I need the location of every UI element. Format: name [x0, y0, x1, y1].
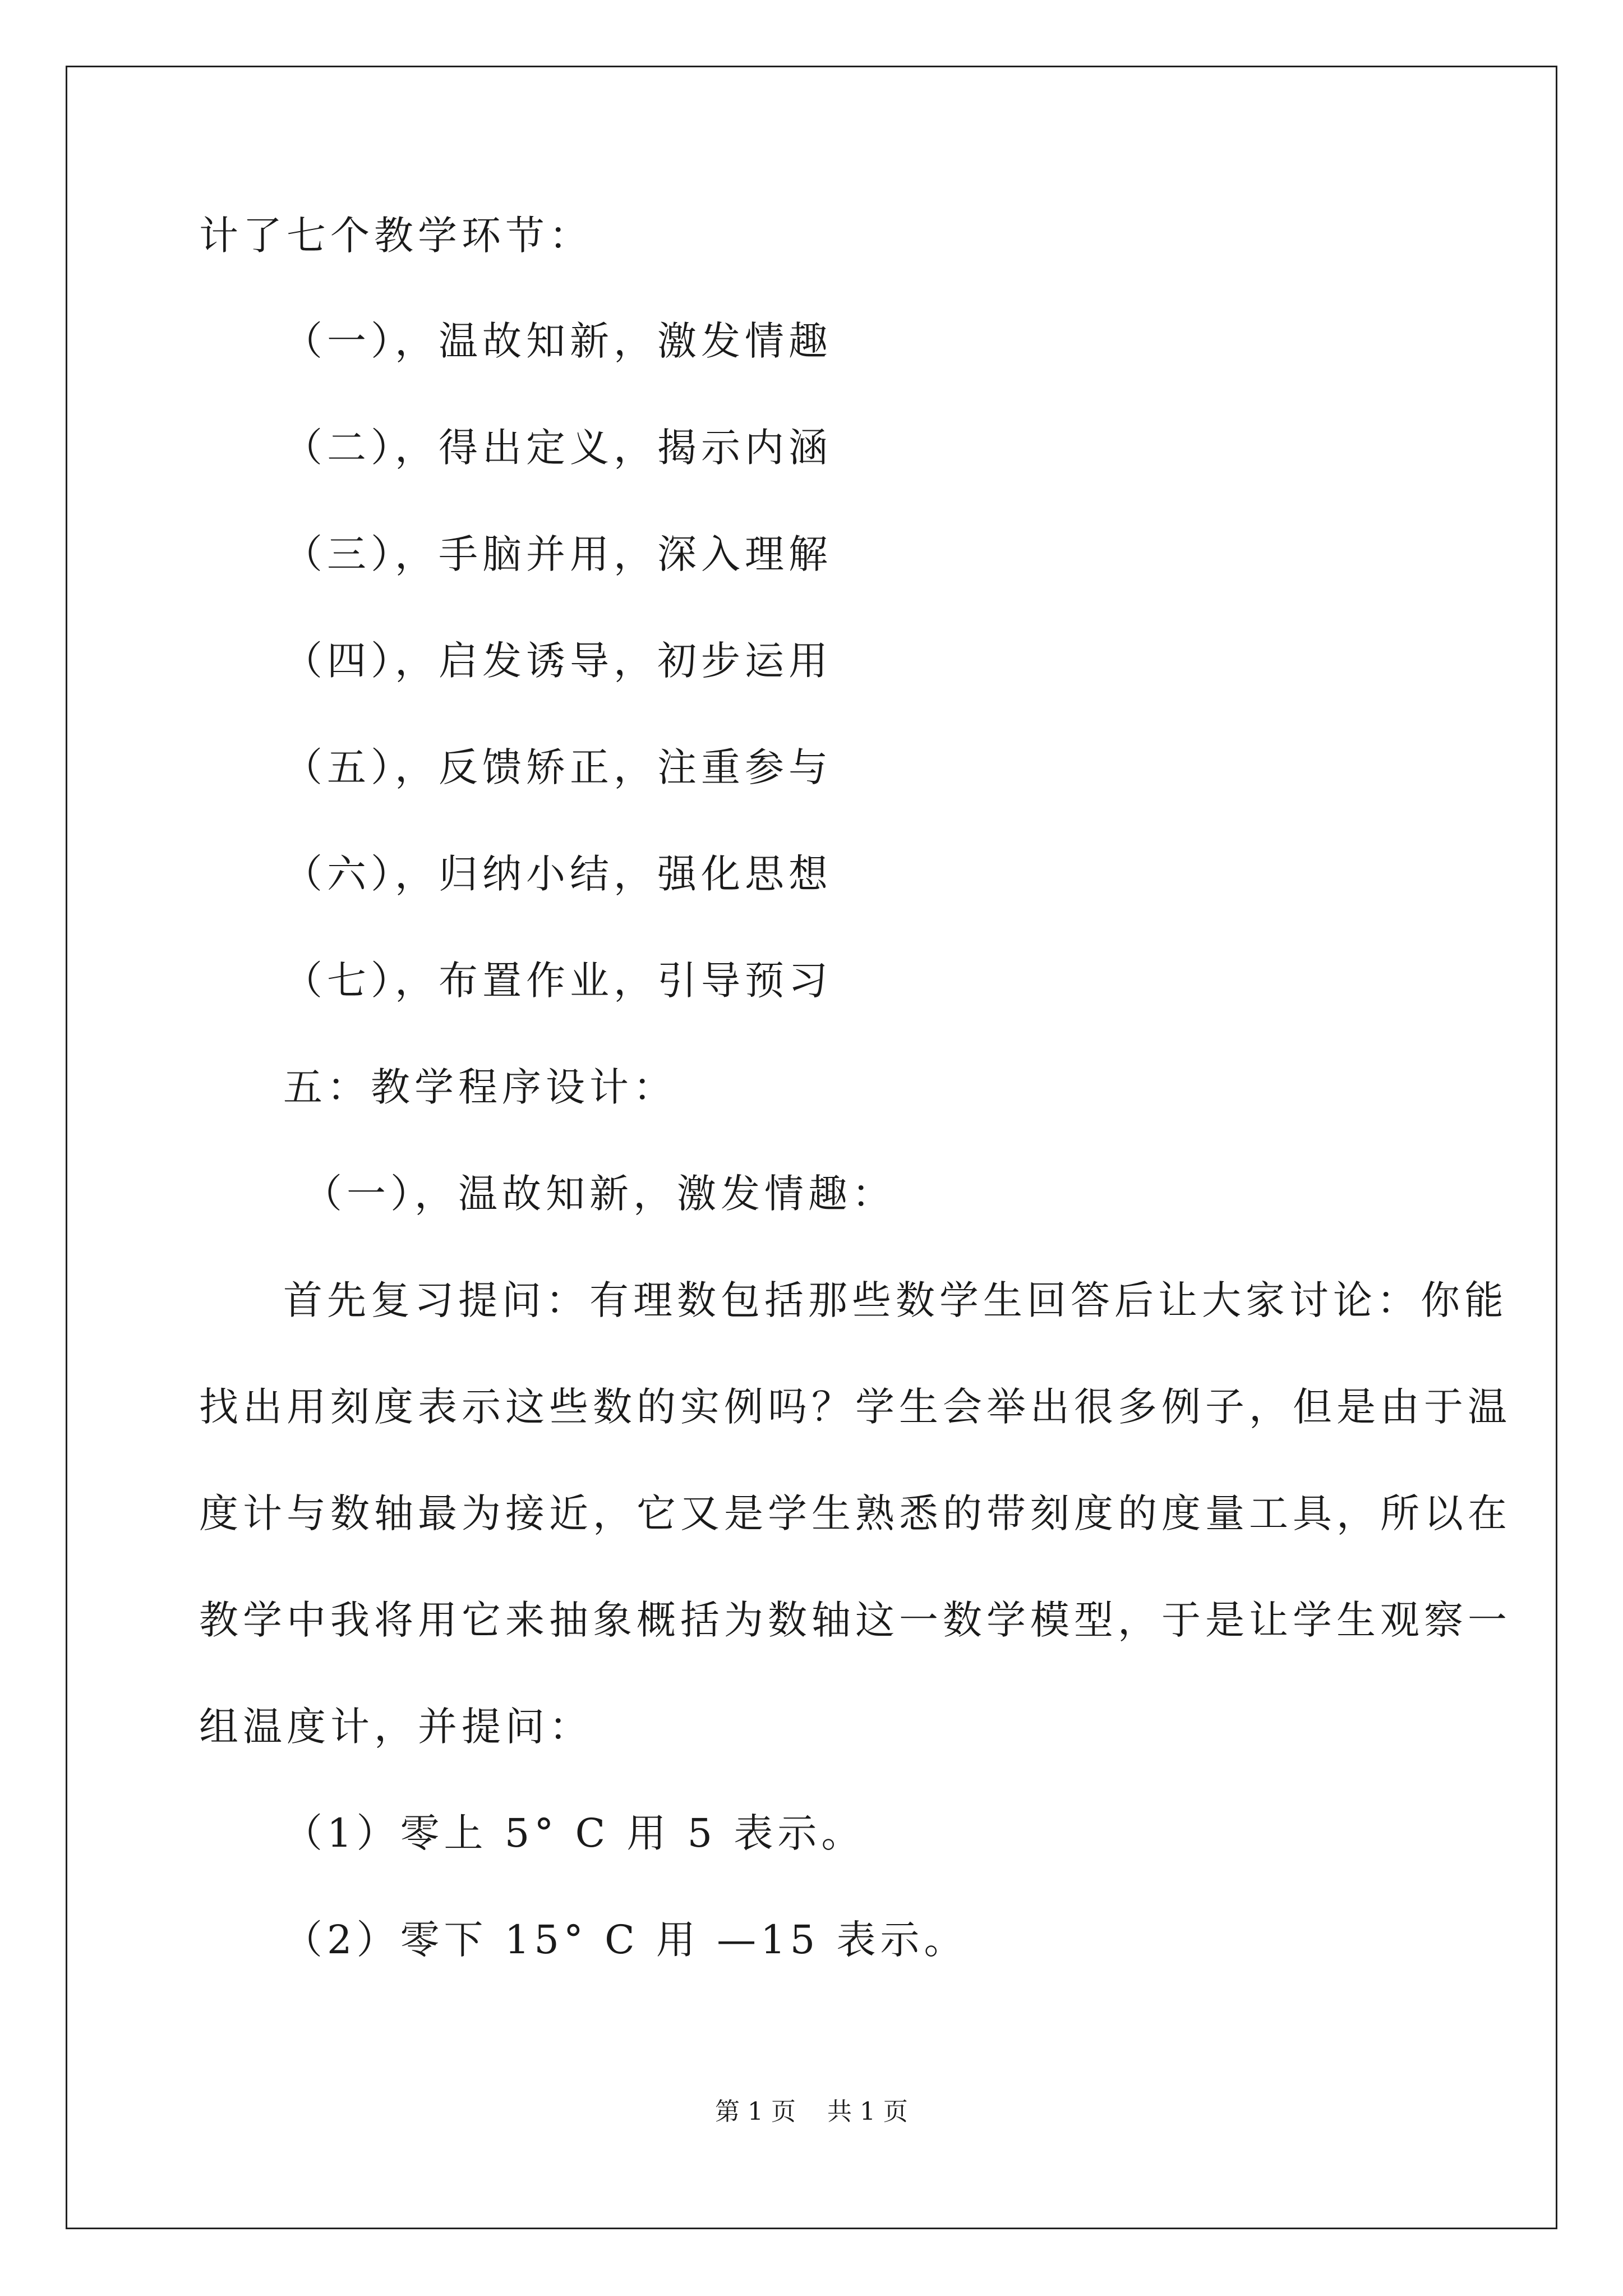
paragraph-line: 组温度计，并提问： [199, 1704, 593, 1750]
paragraph-line: 找出用刻度表示这些数的实例吗？学生会举出很多例子，但是由于温 [199, 1384, 1511, 1430]
paragraph-line: 教学中我将用它来抽象概括为数轴这一数学模型，于是让学生观察一 [199, 1597, 1511, 1643]
text-line-step-1: （一），温故知新，激发情趣 [283, 318, 832, 364]
paragraph-line: 度计与数轴最为接近，它又是学生熟悉的带刻度的度量工具，所以在 [199, 1490, 1511, 1536]
page-frame [66, 66, 1557, 2229]
text-line-intro: 计了七个教学环节： [199, 213, 593, 259]
list-item: （1）零上 5° C 用 5 表示。 [283, 1810, 865, 1856]
list-item: （2）零下 15° C 用 —15 表示。 [283, 1917, 968, 1963]
text-line-step-2: （二），得出定义，揭示内涵 [283, 425, 832, 471]
paragraph-line: 首先复习提问：有理数包括那些数学生回答后让大家讨论：你能 [283, 1277, 1508, 1323]
subsection-heading: （一），温故知新，激发情趣： [303, 1171, 896, 1217]
section-heading: 五：教学程序设计： [283, 1064, 677, 1110]
page-number-footer: 第 1 页 共 1 页 [715, 2097, 908, 2126]
text-line-step-4: （四），启发诱导，初步运用 [283, 638, 832, 684]
text-line-step-6: （六），归纳小结，强化思想 [283, 851, 832, 897]
text-line-step-7: （七），布置作业，引导预习 [283, 958, 832, 1004]
text-line-step-5: （五），反馈矫正，注重参与 [283, 744, 832, 790]
text-line-step-3: （三），手脑并用，深入理解 [283, 531, 832, 577]
